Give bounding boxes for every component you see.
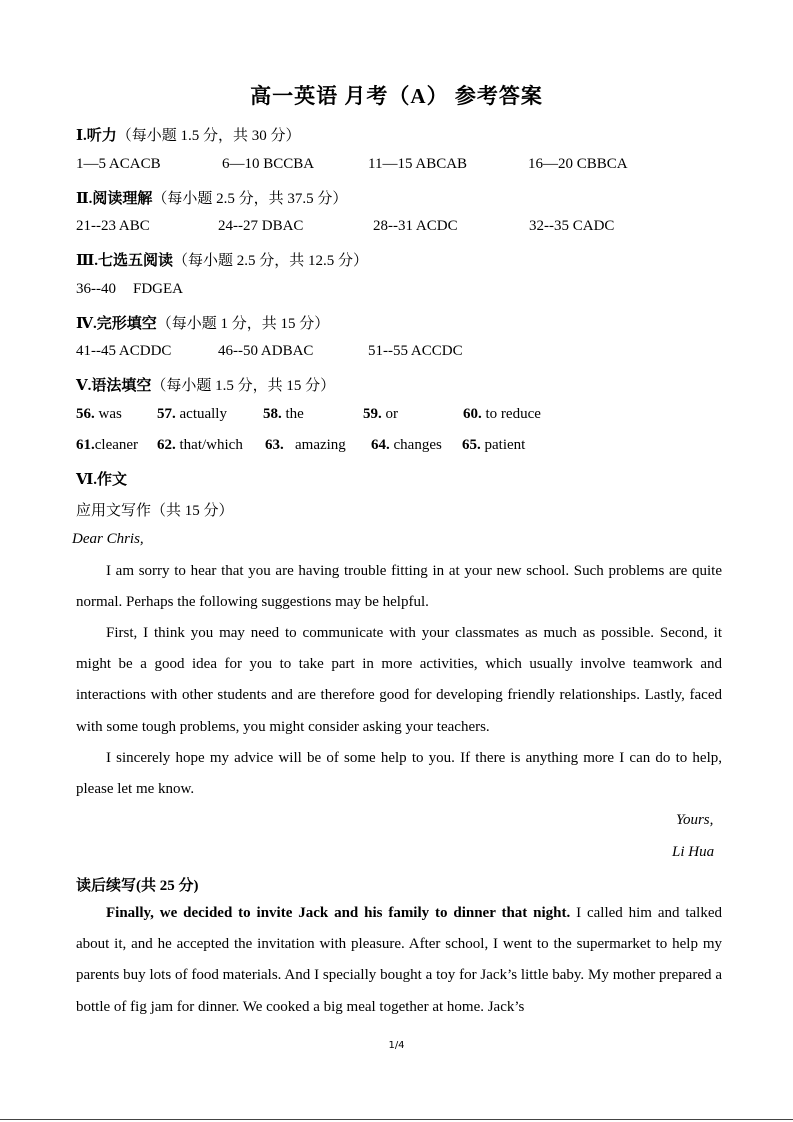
section-label: Ⅳ.完形填空 bbox=[76, 316, 157, 332]
seven-answers-row bbox=[76, 281, 726, 301]
grammar-answer: 62. that/which bbox=[157, 437, 243, 453]
section-note: （共 15 分） bbox=[151, 503, 234, 519]
page-bottom-rule bbox=[0, 1119, 793, 1120]
answer-group: 24--27 DBAC bbox=[218, 218, 304, 234]
section-label: Ⅱ.阅读理解 bbox=[76, 191, 153, 207]
applied-writing-heading bbox=[76, 499, 234, 520]
section-label: Ⅲ.七选五阅读 bbox=[76, 253, 174, 269]
section-note: （每小题 1.5 分，共 30 分） bbox=[116, 128, 301, 144]
letter-greeting: Dear Chris, bbox=[72, 531, 144, 547]
section-note: （每小题 1.5 分，共 15 分） bbox=[151, 378, 336, 394]
grammar-answer: 61.cleaner bbox=[76, 437, 139, 453]
answer-group: 11—15 ABCAB bbox=[368, 156, 468, 172]
grammar-answer: 64. changes bbox=[371, 437, 442, 453]
grammar-answer: 60. to reduce bbox=[463, 406, 541, 422]
continuation-lead-sentence: Finally, we decided to invite Jack and his family to dinner that night. bbox=[106, 905, 571, 921]
grammar-answer: 58. the bbox=[263, 406, 304, 422]
letter-closing: Yours, bbox=[676, 812, 714, 828]
section-reading-heading bbox=[76, 187, 347, 208]
grammar-answer: 57. actually bbox=[157, 406, 227, 422]
answer-letters: FDGEA bbox=[133, 281, 184, 297]
section-note: （每小题 2.5 分，共 37.5 分） bbox=[152, 191, 348, 207]
listening-answers-row bbox=[76, 156, 726, 176]
grammar-answer: 63. amazing bbox=[265, 437, 346, 453]
answer-group: 6—10 BCCBA bbox=[222, 156, 315, 172]
answer-group: 28--31 ACDC bbox=[373, 218, 458, 234]
grammar-answer: 65. patient bbox=[462, 437, 526, 453]
section-writing-heading: Ⅵ.作文 bbox=[76, 472, 127, 488]
section-cloze-heading bbox=[76, 312, 329, 333]
letter-paragraph-1: I am sorry to hear that you are having trouble fitting in at your new school. Such problems are quite normal. Perhaps the following suggestions may be helpful. bbox=[76, 563, 722, 611]
grammar-answer: 56. was bbox=[76, 406, 122, 422]
answer-group: 21--23 ABC bbox=[76, 218, 150, 234]
grammar-answers-row-1 bbox=[76, 406, 726, 426]
section-label: Ⅰ.听力 bbox=[76, 128, 117, 144]
continuation-paragraph: Finally, we decided to invite Jack and his family to dinner that night. I called him and talked about it, and he accepted the invitation with pleasure. After school, I went to the supermarket to help my parents buy lots of food materials. And I specially bought a toy for Jack’s little baby. My mother prepared a bottle of fig jam for dinner. We cooked a big meal together at home. Jack’s bbox=[76, 905, 722, 1015]
answer-group: 1—5 ACACB bbox=[76, 156, 161, 172]
section-listening-heading bbox=[76, 124, 301, 145]
answer-group: 51--55 ACCDC bbox=[368, 343, 463, 359]
answer-group: 46--50 ADBAC bbox=[218, 343, 314, 359]
grammar-answers-row-2 bbox=[76, 437, 726, 457]
section-grammar-heading bbox=[76, 374, 335, 395]
letter-signature: Li Hua bbox=[672, 844, 715, 860]
section-label: 应用文写作 bbox=[76, 503, 152, 519]
answer-group: 41--45 ACDDC bbox=[76, 343, 172, 359]
reading-answers-row bbox=[76, 218, 726, 238]
letter-paragraph-3: I sincerely hope my advice will be of some help to you. If there is anything more I can do to help, please let me know. bbox=[76, 750, 722, 798]
section-note: （每小题 2.5 分，共 12.5 分） bbox=[173, 253, 369, 269]
section-continuation-heading: 读后续写(共 25 分) bbox=[76, 878, 199, 894]
letter-paragraph-2: First, I think you may need to communicate with your classmates as much as possible. Second, it might be a good idea for you to take part in more activities, which usually involve teamwork and interactions with other students and are therefore good for developing friendly relationships. Lastly, faced with some tough problems, you might consider asking your teachers. bbox=[76, 625, 722, 735]
page-number: 1/4 bbox=[388, 1040, 405, 1051]
answer-group: 16—20 CBBCA bbox=[528, 156, 628, 172]
answer-group: 32--35 CADC bbox=[529, 218, 615, 234]
section-seven-heading bbox=[76, 249, 368, 270]
answer-range: 36--40 bbox=[76, 281, 116, 297]
section-label: Ⅴ.语法填空 bbox=[76, 378, 152, 394]
grammar-answer: 59. or bbox=[363, 406, 398, 422]
cloze-answers-row bbox=[76, 343, 726, 363]
page-title: 高一英语 月考（A） 参考答案 bbox=[250, 84, 543, 108]
section-note: （每小题 1 分，共 15 分） bbox=[156, 316, 330, 332]
